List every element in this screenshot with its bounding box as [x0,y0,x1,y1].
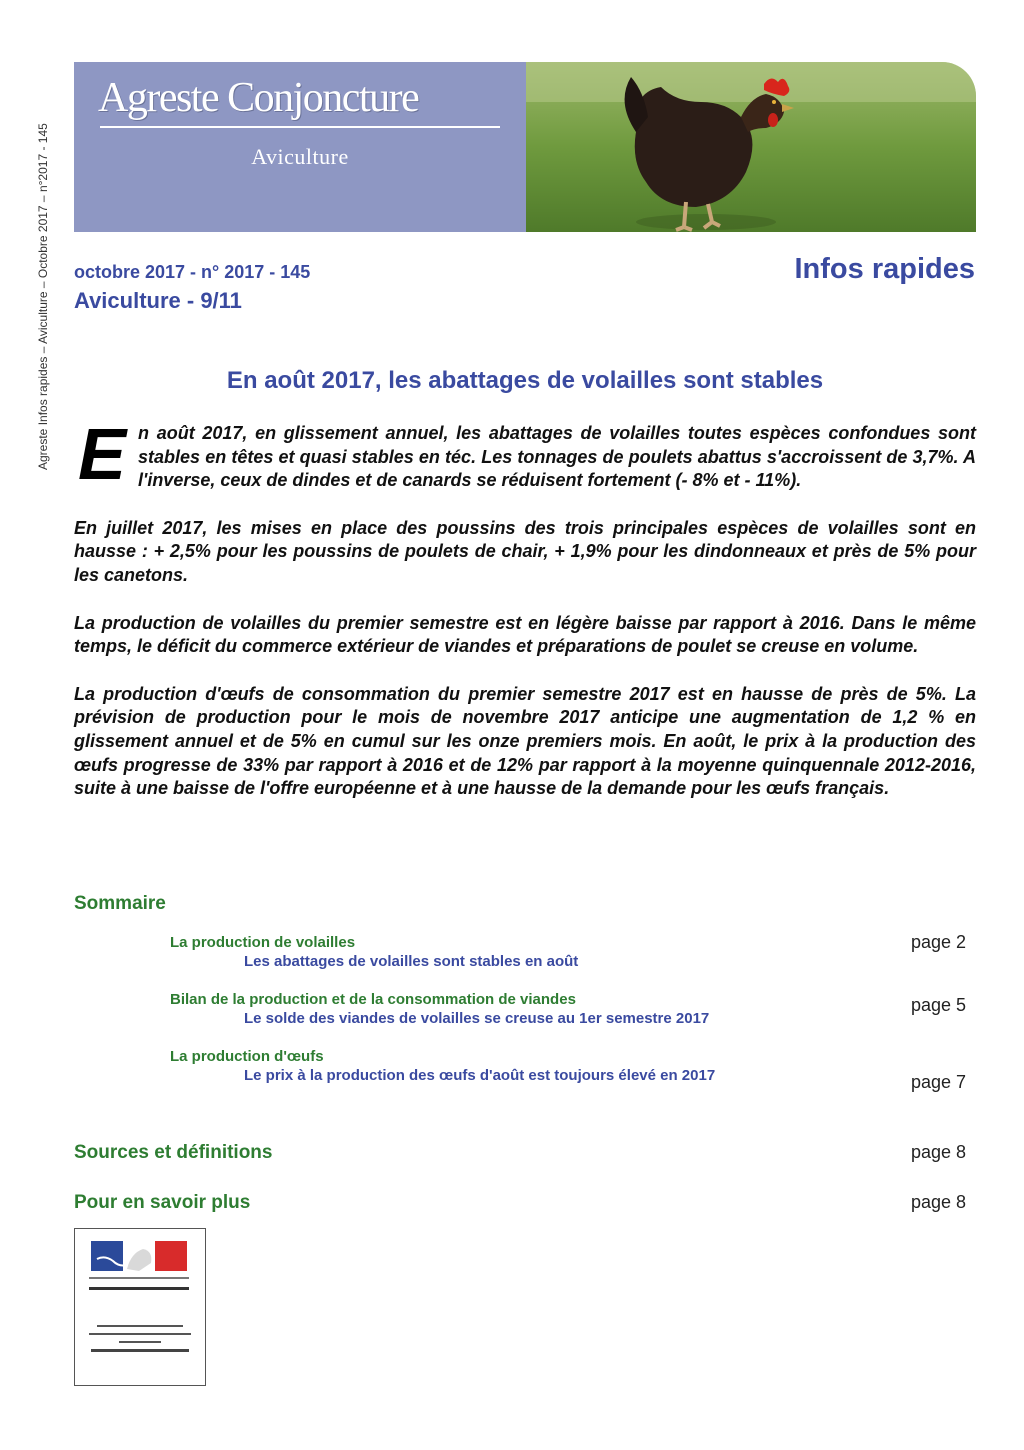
toc-more-label: Pour en savoir plus [74,1192,251,1213]
toc-item-sources[interactable] [74,1142,966,1164]
toc-item-page: page 7 [910,1072,966,1092]
drop-cap: E [78,415,127,495]
brand-underline [100,126,500,128]
toc-item-oeufs[interactable] [170,1048,966,1092]
toc-item-more[interactable] [74,1192,966,1214]
publication-type: Infos rapides [794,253,975,285]
toc-item-title: La production d'œufs [170,1048,324,1065]
hen-photo [526,62,976,232]
toc-more-page: page 8 [910,1192,966,1212]
toc-item-title: Bilan de la production et de la consommation de viandes [170,991,576,1008]
series-number: Aviculture - 9/11 [74,288,242,313]
summary-paragraph-2: En juillet 2017, les mises en place des poussins des trois principales espèces de volailles sont en hausse : + 2,5% pour les poussins de poulets de chair, + 1,9% pour les dindonneaux et près de 5% pour les canetons. [74,517,976,585]
toc-item-subtitle: Le solde des viandes de volailles se creuse au 1er semestre 2017 [244,1010,710,1027]
side-label: Agreste Infos rapides – Aviculture – Octobre 2017 – n°2017 - 145 [36,123,50,470]
toc-item-title: La production de volailles [170,934,356,951]
header-banner [74,62,976,232]
toc-sources-page: page 8 [910,1142,966,1162]
toc-sources-label: Sources et définitions [74,1142,273,1163]
brand-logo-text: Agreste Conjoncture [98,75,419,121]
summary-paragraph-3: La production de volailles du premier semestre est en légère baisse par rapport à 2016. Dans le même temps, le déficit du commerce extérieur de viandes et préparations de poulet se creuse en volume. [74,612,976,657]
summary-paragraph-1-text: n août 2017, en glissement annuel, les abattages de volailles toutes espèces confondues sont stables en têtes et quasi stables en téc. Les tonnages de poulets abattus s'accroissent de 3,7%. A l'inverse, ceux de dindes et de canards se réduisent fortement (- 8% et - 11%). [138,423,976,491]
toc-item-subtitle: Le prix à la production des œufs d'août est toujours élevé en 2017 [244,1067,716,1084]
toc-item-page: page 2 [910,932,966,952]
toc-item-volailles[interactable] [170,934,966,970]
sommaire-heading: Sommaire [74,893,166,914]
banner-section-name: Aviculture [251,144,349,169]
hen-illustration-icon [526,62,976,232]
issue-number: octobre 2017 - n° 2017 - 145 [74,262,311,282]
toc-item-page: page 5 [910,995,966,1015]
summary-paragraph-4: La production d'œufs de consommation du premier semestre 2017 est en hausse de près de 5%. La prévision de production pour le mois de novembre 2017 anticipe une augmentation de 1,2 % en glissement annuel et de 5% en cumul sur les onze premiers mois. En août, le prix à la production des œufs progresse de 33% par rapport à 2016 et de 12% par rapport à la moyenne quinquennale 2012-2016, suite à une baisse de l'offre européenne et à une hausse de la demande pour les œufs français. [74,683,976,799]
page-title: En août 2017, les abattages de volailles sont stables [226,367,824,394]
summary-paragraph-1 [74,415,976,495]
summary-body [74,415,976,825]
toc-item-bilan[interactable] [170,991,966,1027]
marianne-logo-icon [75,1229,205,1385]
ministry-logo [74,1228,206,1386]
toc-item-subtitle: Les abattages de volailles sont stables en août [244,953,579,970]
banner-title-panel [74,62,526,232]
